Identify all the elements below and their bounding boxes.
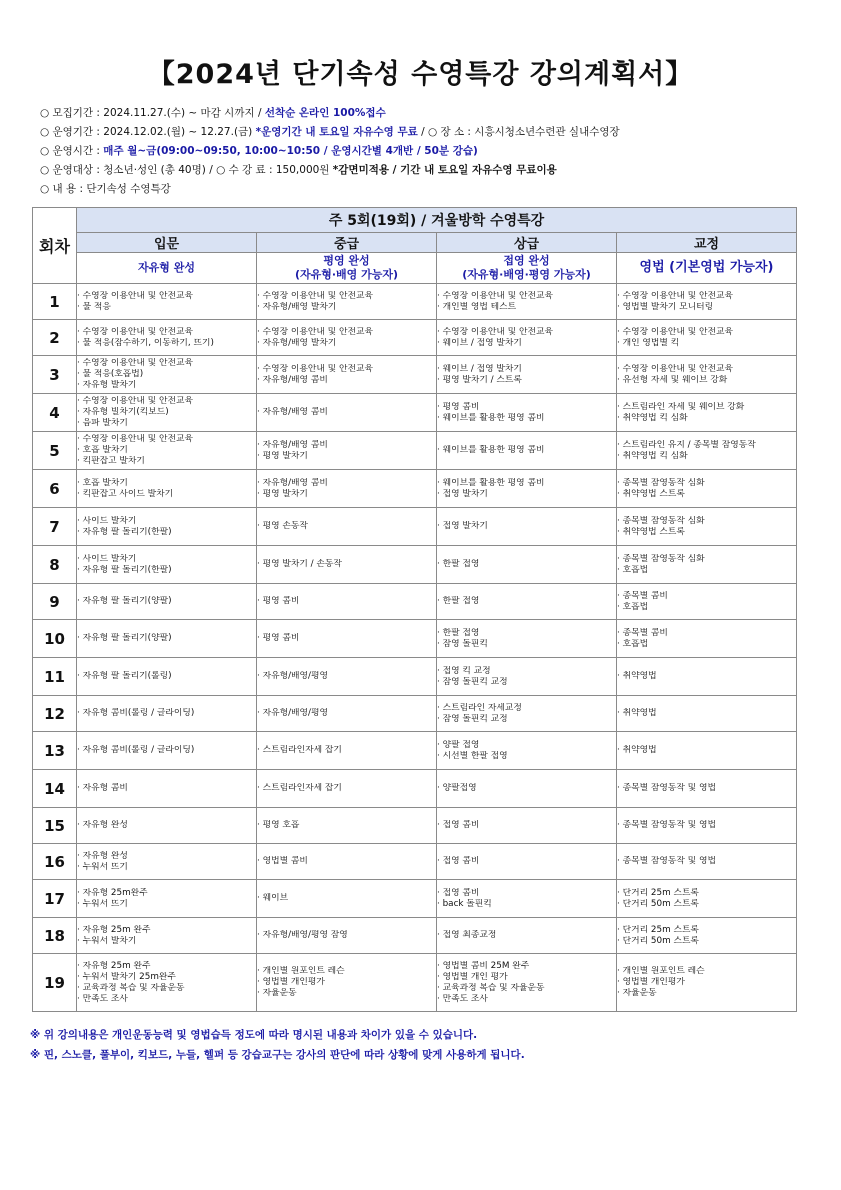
lesson-item: · 수영장 이용안내 및 안전교육 bbox=[437, 326, 553, 337]
lesson-cell bbox=[437, 696, 617, 732]
lesson-cell bbox=[617, 696, 797, 732]
lesson-cell bbox=[257, 620, 437, 658]
lesson-cell bbox=[617, 844, 797, 880]
round-number: 8 bbox=[33, 546, 77, 584]
lesson-cell bbox=[77, 880, 257, 918]
lesson-row bbox=[33, 394, 797, 432]
lesson-item: · 영법별 콤비 bbox=[257, 856, 308, 866]
main-header: 주 5회(19회) / 겨울방학 수영특강 bbox=[77, 208, 797, 233]
lesson-cell bbox=[617, 508, 797, 546]
lesson-cell bbox=[617, 770, 797, 808]
round-number: 16 bbox=[33, 844, 77, 880]
lesson-row bbox=[33, 954, 797, 1012]
lesson-item: · 종목별 잠영동작 및 영법 bbox=[617, 856, 716, 866]
level-header-advanced: 상급 bbox=[437, 233, 617, 253]
lesson-cell bbox=[77, 696, 257, 732]
lesson-item: · 물 적응 bbox=[77, 301, 111, 312]
lesson-item: · 스트림라인 자세 및 웨이브 강화 bbox=[617, 401, 745, 412]
lesson-item: · 수영장 이용안내 및 안전교육 bbox=[77, 396, 193, 406]
goal-advanced bbox=[437, 253, 617, 284]
lesson-cell bbox=[77, 808, 257, 844]
round-number: 4 bbox=[33, 394, 77, 432]
lesson-item: · 자율운동 bbox=[257, 988, 297, 998]
round-number: 19 bbox=[33, 954, 77, 1012]
lesson-plan-table bbox=[32, 207, 797, 1012]
lesson-cell bbox=[617, 584, 797, 620]
lesson-cell bbox=[437, 918, 617, 954]
lesson-cell bbox=[77, 918, 257, 954]
lesson-row bbox=[33, 546, 797, 584]
lesson-cell bbox=[77, 954, 257, 1012]
lesson-cell bbox=[77, 770, 257, 808]
lesson-cell bbox=[437, 954, 617, 1012]
lesson-cell bbox=[617, 732, 797, 770]
lesson-item: · 물 적응(호흡법) bbox=[77, 369, 144, 379]
lesson-item: · 잠영 돌핀킥 교정 bbox=[437, 676, 508, 687]
goal-intermediate bbox=[257, 253, 437, 284]
round-header: 회차 bbox=[33, 208, 77, 284]
lesson-item: · 접영 킥 교정 bbox=[437, 665, 491, 676]
note-line: ※ 위 강의내용은 개인운동능력 및 영법습득 정도에 따라 명시된 내용과 차이가 있을 수 있습니다. bbox=[30, 1029, 478, 1041]
lesson-item: · 호흡법 bbox=[617, 638, 649, 649]
lesson-item: · 물 적응(잠수하기, 이동하기, 뜨기) bbox=[77, 337, 214, 348]
lesson-row bbox=[33, 658, 797, 696]
lesson-cell bbox=[437, 808, 617, 844]
lesson-item: · 영법별 발차기 모니터링 bbox=[617, 301, 714, 312]
lesson-cell bbox=[617, 620, 797, 658]
lesson-item: · 자유형 25m 완주 bbox=[77, 924, 151, 935]
lesson-cell bbox=[437, 394, 617, 432]
round-number: 14 bbox=[33, 770, 77, 808]
round-number: 2 bbox=[33, 320, 77, 356]
note-line: ※ 핀, 스노클, 풀부이, 킥보드, 누들, 헬퍼 등 강습교구는 강사의 판단에 따라 상황에 맞게 사용하게 됩니다. bbox=[30, 1049, 525, 1061]
lesson-item: · 수영장 이용안내 및 안전교육 bbox=[257, 326, 373, 337]
lesson-cell bbox=[617, 918, 797, 954]
lesson-item: · 누워서 뜨기 bbox=[77, 898, 128, 909]
lesson-item: · 수영장 이용안내 및 안전교육 bbox=[617, 290, 733, 301]
lesson-item: · 수영장 이용안내 및 안전교육 bbox=[77, 358, 193, 368]
lesson-item: · 자유형 팔 돌리기(한팔) bbox=[77, 526, 172, 537]
info-text: / ○ 장 소 : 시흥시청소년수련관 실내수영장 bbox=[417, 126, 620, 138]
lesson-item: · 평영 호흡 bbox=[257, 820, 300, 830]
lesson-cell bbox=[617, 546, 797, 584]
lesson-row bbox=[33, 470, 797, 508]
lesson-cell bbox=[437, 844, 617, 880]
goal-line: 평영 완성 bbox=[323, 254, 370, 267]
lesson-item: · 킥판잡고 사이드 발차기 bbox=[77, 488, 174, 499]
lesson-item: · 단거리 50m 스트록 bbox=[617, 935, 699, 946]
lesson-cell bbox=[77, 584, 257, 620]
lesson-item: · 스트림라인자세 잡기 bbox=[257, 783, 342, 793]
lesson-cell bbox=[257, 394, 437, 432]
lesson-cell bbox=[437, 732, 617, 770]
lesson-item: · 취약영법 bbox=[617, 708, 657, 718]
lesson-item: · 한팔 접영 bbox=[437, 596, 480, 606]
lesson-rows bbox=[33, 284, 797, 1012]
lesson-item: · 웨이브를 활용한 평영 콤비 bbox=[437, 445, 545, 455]
round-number: 1 bbox=[33, 284, 77, 320]
lesson-item: · 유선형 자세 및 웨이브 강화 bbox=[617, 374, 728, 385]
lesson-cell bbox=[77, 394, 257, 432]
lesson-item: · 취약영법 킥 심화 bbox=[617, 450, 688, 461]
info-recruit-period bbox=[40, 104, 830, 123]
lesson-cell bbox=[617, 432, 797, 470]
info-content bbox=[40, 180, 830, 199]
lesson-cell bbox=[257, 356, 437, 394]
lesson-item: · 자유형/배영 발차기 bbox=[257, 337, 337, 348]
round-number: 3 bbox=[33, 356, 77, 394]
round-number: 10 bbox=[33, 620, 77, 658]
round-number: 17 bbox=[33, 880, 77, 918]
lesson-cell bbox=[617, 658, 797, 696]
lesson-item: · 접영 콤비 bbox=[437, 887, 480, 898]
lesson-cell bbox=[437, 470, 617, 508]
lesson-item: · 접영 발차기 bbox=[437, 521, 488, 531]
lesson-item: · 자유형 25m 완주 bbox=[77, 960, 151, 971]
lesson-item: · 누워서 발차기 25m완주 bbox=[77, 971, 176, 982]
info-operation-time bbox=[40, 142, 830, 161]
lesson-item: · 평영 콤비 bbox=[437, 401, 480, 412]
goal-line: (자유형·배영·평영 가능자) bbox=[462, 268, 591, 281]
lesson-cell bbox=[77, 356, 257, 394]
lesson-item: · 종목별 잠영동작 심화 bbox=[617, 553, 705, 564]
lesson-cell bbox=[257, 880, 437, 918]
lesson-item: · 평영 콤비 bbox=[257, 596, 300, 606]
lesson-item: · 수영장 이용안내 및 안전교육 bbox=[437, 290, 553, 301]
lesson-item: · 접영 콤비 bbox=[437, 820, 480, 830]
lesson-cell bbox=[437, 546, 617, 584]
level-header-intermediate: 중급 bbox=[257, 233, 437, 253]
lesson-item: · 수영장 이용안내 및 안전교육 bbox=[617, 326, 733, 337]
lesson-item: · 웨이브 / 접영 발차기 bbox=[437, 363, 522, 374]
lesson-item: · 영법별 개인평가 bbox=[617, 977, 685, 987]
lesson-cell bbox=[257, 954, 437, 1012]
lesson-item: · 수영장 이용안내 및 안전교육 bbox=[257, 363, 373, 374]
info-text: ○ 운영시간 : bbox=[40, 145, 104, 157]
lesson-item: · 자유형 팔 돌리기(양팔) bbox=[77, 633, 172, 643]
lesson-row bbox=[33, 808, 797, 844]
round-number: 5 bbox=[33, 432, 77, 470]
lesson-row bbox=[33, 508, 797, 546]
lesson-cell bbox=[77, 432, 257, 470]
lesson-item: · 자율운동 bbox=[617, 988, 657, 998]
lesson-item: · 양팔 접영 bbox=[437, 739, 480, 750]
round-number: 12 bbox=[33, 696, 77, 732]
lesson-cell bbox=[257, 546, 437, 584]
lesson-cell bbox=[617, 356, 797, 394]
lesson-item: · 종목별 잠영동작 및 영법 bbox=[617, 820, 716, 830]
lesson-item: · 킥판잡고 발차기 bbox=[77, 456, 145, 466]
lesson-item: · 자유형 완성 bbox=[77, 820, 128, 830]
lesson-item: · 종목별 콤비 bbox=[617, 590, 668, 601]
level-header-beginner: 입문 bbox=[77, 233, 257, 253]
lesson-item: · 평영 발차기 bbox=[257, 488, 308, 499]
lesson-item: · 종목별 잠영동작 심화 bbox=[617, 477, 705, 488]
info-target-fee bbox=[40, 161, 830, 180]
lesson-item: · 웨이브를 활용한 평영 콤비 bbox=[437, 412, 545, 423]
lesson-item: · 취약영법 스트록 bbox=[617, 488, 685, 499]
lesson-item: · 스트림라인 유지 / 종목별 잠영동작 bbox=[617, 439, 756, 450]
lesson-cell bbox=[77, 470, 257, 508]
lesson-item: · 웨이브 / 접영 발차기 bbox=[437, 337, 522, 348]
lesson-item: · 자유형 팔 돌리기(양팔) bbox=[77, 596, 172, 606]
notes bbox=[30, 1025, 525, 1065]
info-highlight: *감면미적용 / 기간 내 토요일 자유수영 무료이용 bbox=[332, 164, 557, 176]
lesson-item: · 누워서 발차기 bbox=[77, 935, 137, 946]
lesson-item: · 개인별 영법 테스트 bbox=[437, 301, 517, 312]
lesson-item: · 종목별 콤비 bbox=[617, 627, 668, 638]
info-text: ○ 모집기간 : 2024.11.27.(수) ~ 마감 시까지 / bbox=[40, 107, 265, 119]
lesson-item: · 자유형 팔 돌리기(롤링) bbox=[77, 671, 172, 681]
lesson-item: · 호흡법 bbox=[617, 564, 649, 575]
lesson-cell bbox=[77, 284, 257, 320]
lesson-item: · 취약영법 스트록 bbox=[617, 526, 685, 537]
round-number: 6 bbox=[33, 470, 77, 508]
lesson-row bbox=[33, 284, 797, 320]
lesson-item: · 누워서 뜨기 bbox=[77, 861, 128, 872]
lesson-item: · back 돌핀킥 bbox=[437, 898, 492, 909]
lesson-item: · 잠영 돌핀킥 교정 bbox=[437, 713, 508, 724]
lesson-item: · 접영 발차기 bbox=[437, 488, 488, 499]
lesson-item: · 자유형/배영 콤비 bbox=[257, 407, 328, 417]
lesson-row bbox=[33, 356, 797, 394]
lesson-item: · 개인별 원포인트 레슨 bbox=[257, 966, 345, 976]
lesson-item: · 만족도 조사 bbox=[437, 993, 488, 1004]
lesson-item: · 수영장 이용안내 및 안전교육 bbox=[77, 434, 193, 444]
goal-line: 영법 (기본영법 가능자) bbox=[639, 260, 774, 275]
lesson-item: · 교육과정 복습 및 자율운동 bbox=[77, 982, 185, 993]
lesson-row bbox=[33, 320, 797, 356]
lesson-item: · 한팔 접영 bbox=[437, 559, 480, 569]
lesson-cell bbox=[437, 356, 617, 394]
round-number: 15 bbox=[33, 808, 77, 844]
lesson-cell bbox=[437, 658, 617, 696]
lesson-cell bbox=[257, 284, 437, 320]
lesson-row bbox=[33, 844, 797, 880]
lesson-item: · 잠영 돌핀킥 bbox=[437, 638, 488, 649]
lesson-item: · 수영장 이용안내 및 안전교육 bbox=[617, 363, 733, 374]
lesson-item: · 음파 발차기 bbox=[77, 418, 128, 428]
lesson-cell bbox=[257, 696, 437, 732]
lesson-item: · 자유형 발차기 bbox=[77, 380, 137, 390]
lesson-item: · 평영 발차기 / 손동작 bbox=[257, 559, 342, 569]
lesson-row bbox=[33, 696, 797, 732]
lesson-cell bbox=[257, 808, 437, 844]
lesson-cell bbox=[437, 620, 617, 658]
lesson-item: · 종목별 잠영동작 심화 bbox=[617, 515, 705, 526]
lesson-cell bbox=[617, 808, 797, 844]
lesson-cell bbox=[437, 880, 617, 918]
lesson-item: · 만족도 조사 bbox=[77, 993, 128, 1004]
lesson-row bbox=[33, 918, 797, 954]
round-number: 9 bbox=[33, 584, 77, 620]
lesson-item: · 자유형/배영 콤비 bbox=[257, 477, 328, 488]
lesson-row bbox=[33, 620, 797, 658]
lesson-row bbox=[33, 770, 797, 808]
lesson-item: · 자유형/배영 콤비 bbox=[257, 439, 328, 450]
lesson-item: · 단거리 25m 스트록 bbox=[617, 924, 699, 935]
round-number: 11 bbox=[33, 658, 77, 696]
info-highlight: 선착순 온라인 100%접수 bbox=[264, 107, 386, 119]
lesson-item: · 종목별 잠영동작 및 영법 bbox=[617, 783, 716, 793]
lesson-item: · 접영 콤비 bbox=[437, 856, 480, 866]
lesson-item: · 자유형 빌차기(킥보드) bbox=[77, 407, 169, 417]
lesson-item: · 영법별 개인 평가 bbox=[437, 971, 508, 982]
lesson-row bbox=[33, 732, 797, 770]
goal-beginner bbox=[77, 253, 257, 284]
lesson-item: · 평영 콤비 bbox=[257, 633, 300, 643]
lesson-item: · 자유형/배영 콤비 bbox=[257, 374, 328, 385]
lesson-item: · 취약영법 bbox=[617, 745, 657, 755]
lesson-item: · 자유형 콤비 bbox=[77, 783, 128, 793]
lesson-item: · 자유형/배영/평영 bbox=[257, 671, 329, 681]
round-number: 7 bbox=[33, 508, 77, 546]
goal-line: 접영 완성 bbox=[503, 254, 550, 267]
lesson-item: · 자유형 콤비(롤링 / 글라이딩) bbox=[77, 745, 195, 755]
round-number: 13 bbox=[33, 732, 77, 770]
lesson-item: · 호흡법 bbox=[617, 601, 649, 612]
lesson-item: · 취약영법 킥 심화 bbox=[617, 412, 688, 423]
info-highlight: 매주 월~금(09:00~09:50, 10:00~10:50 / 운영시간별 4개반 / 50분 강습) bbox=[103, 145, 478, 157]
lesson-cell bbox=[617, 284, 797, 320]
lesson-item: · 자유형/배영 발차기 bbox=[257, 301, 337, 312]
info-highlight: *운영기간 내 토요일 자유수영 무료 bbox=[255, 126, 418, 138]
lesson-cell bbox=[617, 394, 797, 432]
lesson-cell bbox=[437, 584, 617, 620]
lesson-item: · 사이드 발차기 bbox=[77, 515, 137, 526]
lesson-cell bbox=[77, 620, 257, 658]
lesson-cell bbox=[437, 284, 617, 320]
lesson-cell bbox=[617, 954, 797, 1012]
lesson-item: · 영법별 콤비 25M 완주 bbox=[437, 960, 530, 971]
lesson-cell bbox=[617, 880, 797, 918]
lesson-cell bbox=[437, 320, 617, 356]
lesson-cell bbox=[77, 508, 257, 546]
page-title: 【2024년 단기속성 수영특강 강의계획서】 bbox=[147, 59, 694, 90]
lesson-item: · 자유형 완성 bbox=[77, 850, 128, 861]
lesson-cell bbox=[77, 732, 257, 770]
lesson-item: · 시선별 한팔 접영 bbox=[437, 750, 508, 761]
lesson-item: · 스트림라인 자세교정 bbox=[437, 702, 522, 713]
lesson-item: · 자유형/배영/평영 잠영 bbox=[257, 930, 348, 940]
lesson-item: · 호흡 발차기 bbox=[77, 445, 128, 455]
lesson-item: · 수영장 이용안내 및 안전교육 bbox=[77, 290, 193, 301]
lesson-cell bbox=[257, 844, 437, 880]
lesson-item: · 단거리 50m 스트록 bbox=[617, 898, 699, 909]
lesson-item: · 양팔접영 bbox=[437, 783, 477, 793]
info-text: ○ 내 용 : 단기속성 수영특강 bbox=[40, 183, 171, 195]
lesson-cell bbox=[257, 584, 437, 620]
lesson-cell bbox=[437, 432, 617, 470]
lesson-cell bbox=[257, 320, 437, 356]
lesson-item: · 평영 발차기 / 스트록 bbox=[437, 374, 522, 385]
level-header-correction: 교정 bbox=[617, 233, 797, 253]
lesson-item: · 자유형 팔 돌리기(한팔) bbox=[77, 564, 172, 575]
lesson-cell bbox=[257, 732, 437, 770]
lesson-item: · 개인 영법별 킥 bbox=[617, 337, 680, 348]
lesson-item: · 한팔 접영 bbox=[437, 627, 480, 638]
info-text: ○ 운영기간 : 2024.12.02.(월) ~ 12.27.(금) bbox=[40, 126, 256, 138]
info-text: ○ 운영대상 : 청소년·성인 (총 40명) / ○ 수 강 료 : 150,000원 bbox=[40, 164, 333, 176]
lesson-item: · 호흡 발차기 bbox=[77, 477, 128, 488]
lesson-cell bbox=[257, 470, 437, 508]
lesson-item: · 자유형/배영/평영 bbox=[257, 708, 329, 718]
lesson-item: · 자유형 콤비(롤링 / 글라이딩) bbox=[77, 708, 195, 718]
info-block bbox=[40, 104, 830, 199]
lesson-cell bbox=[77, 320, 257, 356]
lesson-cell bbox=[437, 770, 617, 808]
lesson-cell bbox=[77, 546, 257, 584]
lesson-cell bbox=[257, 770, 437, 808]
lesson-cell bbox=[257, 432, 437, 470]
goal-line: (자유형·배영 가능자) bbox=[294, 268, 399, 281]
lesson-row bbox=[33, 432, 797, 470]
lesson-cell bbox=[257, 508, 437, 546]
lesson-item: · 수영장 이용안내 및 안전교육 bbox=[77, 326, 193, 337]
lesson-cell bbox=[257, 658, 437, 696]
lesson-item: · 평영 손동작 bbox=[257, 521, 308, 531]
lesson-cell bbox=[77, 658, 257, 696]
lesson-item: · 개인별 원포인트 레슨 bbox=[617, 966, 705, 976]
lesson-item: · 스트림라인자세 잡기 bbox=[257, 745, 342, 755]
lesson-cell bbox=[77, 844, 257, 880]
lesson-item: · 영법별 개인평가 bbox=[257, 977, 325, 987]
lesson-item: · 교육과정 복습 및 자율운동 bbox=[437, 982, 545, 993]
lesson-item: · 웨이브 bbox=[257, 893, 289, 903]
info-operation-period bbox=[40, 123, 830, 142]
lesson-item: · 수영장 이용안내 및 안전교육 bbox=[257, 290, 373, 301]
lesson-cell bbox=[257, 918, 437, 954]
lesson-row bbox=[33, 584, 797, 620]
lesson-item: · 접영 최종교정 bbox=[437, 930, 497, 940]
round-number: 18 bbox=[33, 918, 77, 954]
lesson-cell bbox=[617, 470, 797, 508]
lesson-row bbox=[33, 880, 797, 918]
lesson-cell bbox=[437, 508, 617, 546]
lesson-item: · 사이드 발차기 bbox=[77, 553, 137, 564]
goal-line: 자유형 완성 bbox=[138, 261, 195, 274]
lesson-item: · 취약영법 bbox=[617, 671, 657, 681]
lesson-item: · 자유형 25m완주 bbox=[77, 887, 148, 898]
goal-correction bbox=[617, 253, 797, 284]
lesson-cell bbox=[617, 320, 797, 356]
lesson-item: · 평영 발차기 bbox=[257, 450, 308, 461]
lesson-item: · 웨이브를 활용한 평영 콤비 bbox=[437, 477, 545, 488]
lesson-item: · 단거리 25m 스트록 bbox=[617, 887, 699, 898]
